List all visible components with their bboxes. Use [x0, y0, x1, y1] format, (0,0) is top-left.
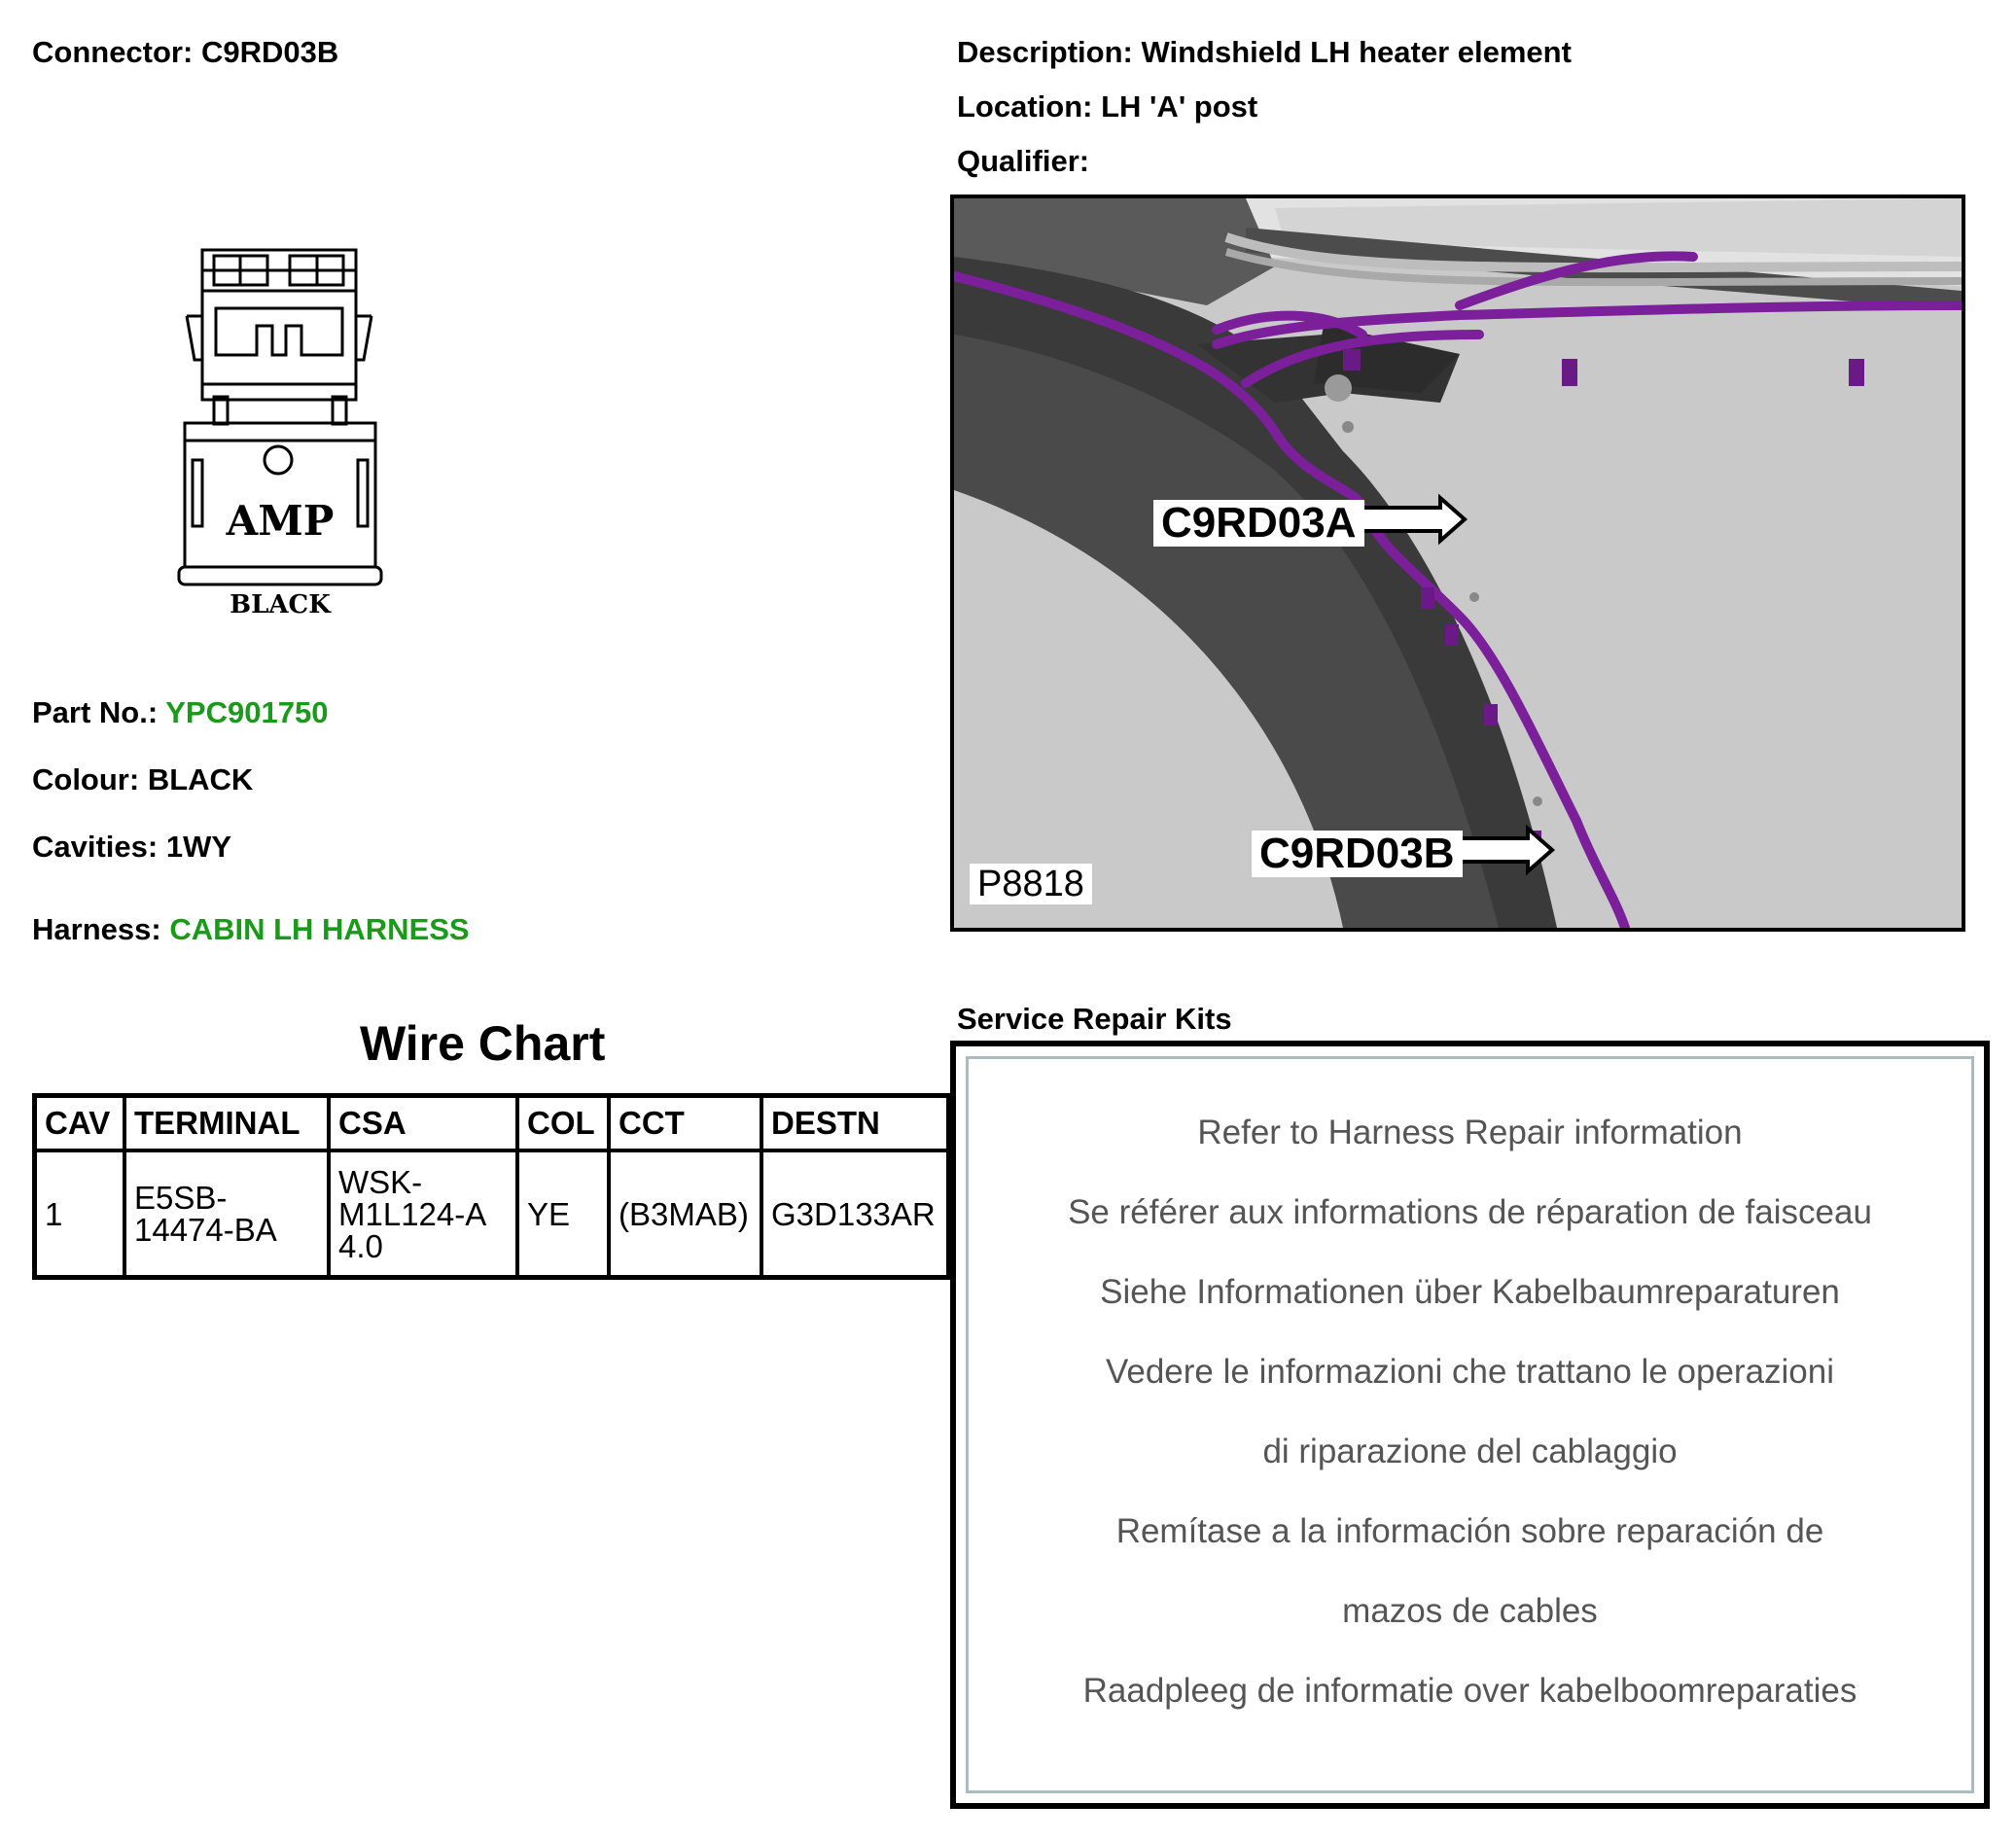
- cell-csa-line2: M1L124-A: [338, 1195, 487, 1232]
- kit-line-nl: Raadpleeg de informatie over kabelboomreparaties: [1082, 1672, 1857, 1710]
- location-label: Location:: [957, 89, 1093, 124]
- kit-line-es-1: Remítase a la información sobre reparación de: [1115, 1512, 1824, 1550]
- table-header-row: [35, 1096, 949, 1151]
- cell-csa-line1: WSK-: [338, 1163, 423, 1200]
- description-row: [957, 37, 1572, 67]
- colour-row: [32, 764, 253, 795]
- col-header-col: COL: [517, 1096, 609, 1151]
- location-photo: [950, 195, 1965, 932]
- amp-logo-text: AMP: [226, 497, 335, 545]
- harness-label: Harness:: [32, 912, 161, 946]
- cavities-value: 1WY: [165, 830, 232, 864]
- description-label: Description:: [957, 35, 1133, 69]
- connector-value: C9RD03B: [200, 35, 339, 69]
- col-header-destn: DESTN: [761, 1096, 949, 1151]
- kit-line-en: Refer to Harness Repair information: [1197, 1114, 1743, 1151]
- kit-line-fr: Se référer aux informations de réparation de faisceau: [1068, 1193, 1872, 1231]
- service-repair-kits-inner: [966, 1056, 1974, 1793]
- drawing-colour-label: BLACK: [230, 590, 331, 618]
- cell-csa-line3: 4.0: [338, 1227, 383, 1264]
- kit-line-es-2: mazos de cables: [1342, 1592, 1598, 1630]
- colour-label: Colour:: [32, 762, 140, 796]
- harness-link[interactable]: CABIN LH HARNESS: [169, 912, 470, 946]
- part-no-row: [32, 697, 328, 727]
- connector-drawing: [165, 238, 399, 618]
- col-header-csa: CSA: [329, 1096, 517, 1151]
- cavities-row: [32, 832, 231, 862]
- connector-drawing-svg: [165, 238, 399, 618]
- col-header-cct: CCT: [609, 1096, 761, 1151]
- photo-id-label: P8818: [970, 864, 1092, 904]
- location-row: [957, 91, 1257, 122]
- service-repair-kits-panel: [950, 1041, 1990, 1809]
- description-value: Windshield LH heater element: [1141, 35, 1572, 69]
- cell-cav: 1: [35, 1150, 125, 1278]
- harness-row: [32, 914, 470, 944]
- colour-value: BLACK: [147, 762, 254, 796]
- table-row: [35, 1150, 949, 1278]
- kit-line-de: Siehe Informationen über Kabelbaumreparaturen: [1100, 1273, 1840, 1311]
- cell-csa: [329, 1150, 517, 1278]
- part-no-label: Part No.:: [32, 695, 159, 729]
- wire-chart-title: Wire Chart: [360, 1016, 606, 1071]
- callout-c9rd03b: C9RD03B: [1252, 831, 1463, 877]
- qualifier-label: Qualifier:: [957, 144, 1090, 178]
- cavities-label: Cavities:: [32, 830, 159, 864]
- location-value: LH 'A' post: [1101, 89, 1258, 124]
- cell-terminal-line1: E5SB-: [134, 1180, 228, 1216]
- callout-c9rd03a: C9RD03A: [1153, 500, 1364, 547]
- cell-terminal: [124, 1150, 329, 1278]
- part-no-link[interactable]: YPC901750: [165, 695, 329, 729]
- cell-terminal-line2: 14474-BA: [134, 1212, 277, 1248]
- wire-chart-table: [32, 1093, 951, 1280]
- col-header-cav: CAV: [35, 1096, 125, 1151]
- cell-cct: (B3MAB): [609, 1150, 761, 1278]
- connector-label: Connector:: [32, 35, 194, 69]
- cell-col: YE: [517, 1150, 609, 1278]
- col-header-terminal: TERMINAL: [124, 1096, 329, 1151]
- cell-destn: G3D133AR: [761, 1150, 949, 1278]
- qualifier-row: [957, 146, 1089, 176]
- connector-row: [32, 37, 338, 67]
- kit-line-it-1: Vedere le informazioni che trattano le operazioni: [1105, 1353, 1835, 1391]
- service-repair-kits-title: Service Repair Kits: [957, 1002, 1232, 1036]
- photo-illustration: [954, 198, 1962, 928]
- kit-line-it-2: di riparazione del cablaggio: [1262, 1433, 1678, 1470]
